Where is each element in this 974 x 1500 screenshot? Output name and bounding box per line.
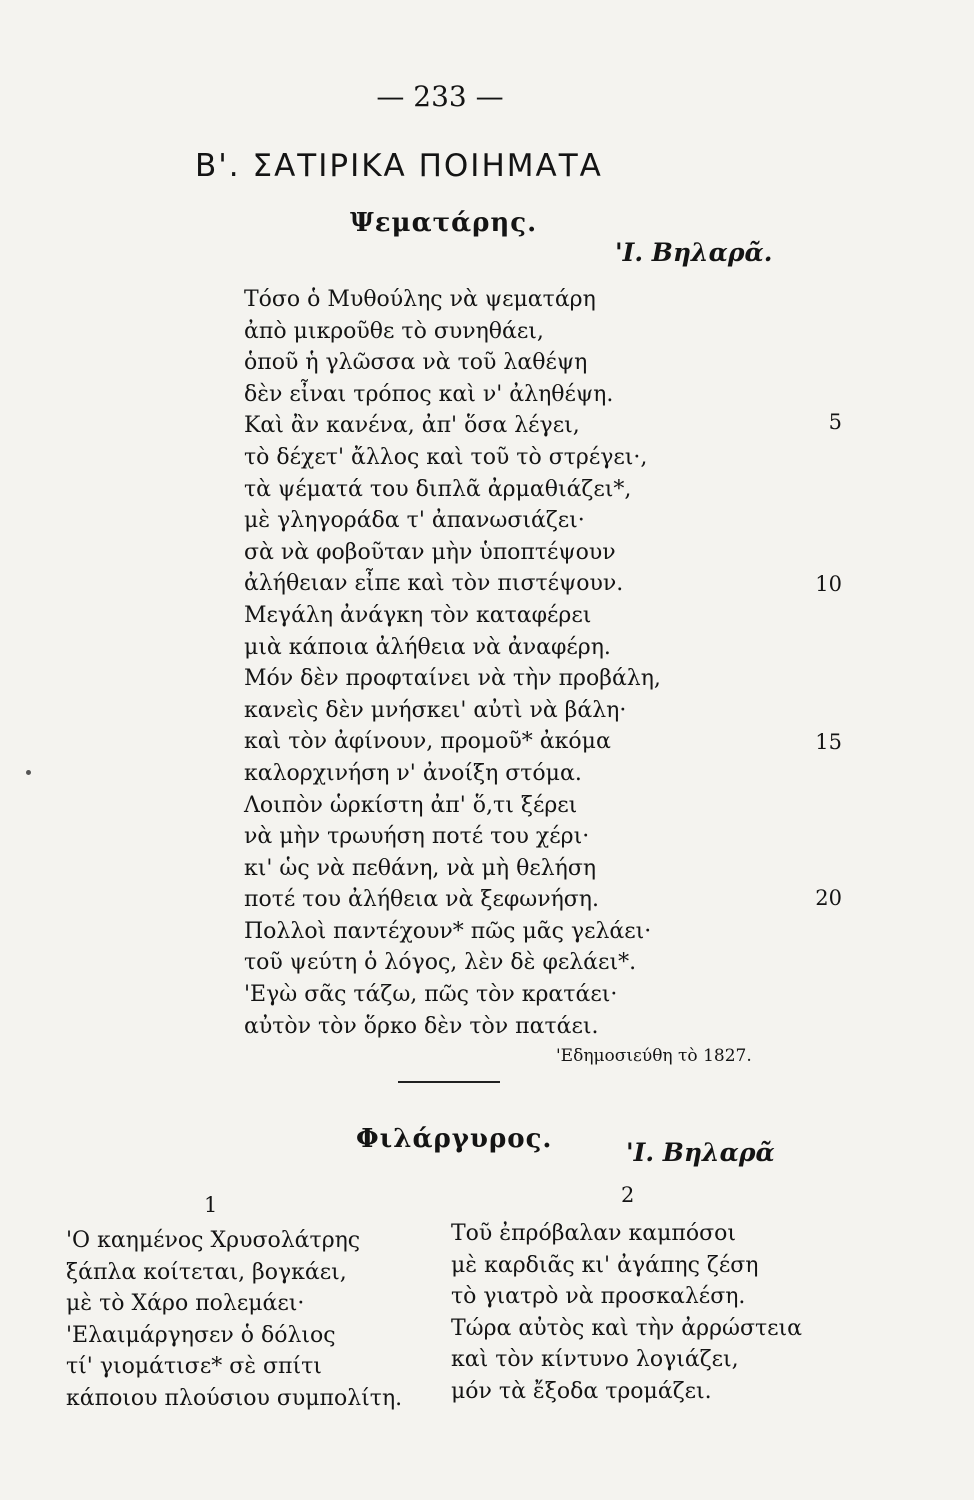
stanza bbox=[451, 1218, 802, 1408]
line-number: 10 bbox=[815, 572, 842, 596]
poem-line: μὲ γληγοράδα τ' ἀπανωσιάζει· bbox=[244, 508, 585, 534]
page-number: — 233 — bbox=[376, 80, 504, 113]
poem-line: 'Εγὼ σᾶς τάζω, πῶς τὸν κρατάει· bbox=[244, 982, 618, 1008]
poem-line: σὰ νὰ φοβοῦταν μὴν ὑποπτέψουν bbox=[244, 539, 616, 565]
poem-line: μὲ καρδιᾶς κι' ἀγάπης ζέση bbox=[451, 1252, 759, 1278]
stanza-number: 2 bbox=[621, 1183, 635, 1207]
poem-line: Καὶ ἂν κανένα, ἀπ' ὅσα λέγει, bbox=[244, 413, 580, 439]
poem-line: τὸ γιατρὸ νὰ προσκαλέση. bbox=[451, 1284, 746, 1310]
poem-line: καὶ τὸν ἀφίνουν, προμοῦ* ἀκόμα bbox=[244, 729, 611, 755]
poem-line: Τόσο ὁ Μυθούλης νὰ ψεματάρη bbox=[244, 287, 596, 312]
poem-author: 'Ι. Βηλαρᾶ. bbox=[615, 238, 773, 267]
poem-line: δὲν εἶναι τρόπος καὶ ν' ἀληθέψη. bbox=[244, 381, 614, 407]
poem-line: ποτέ του ἀλήθεια νὰ ξεφωνήση. bbox=[244, 887, 599, 913]
poem-line: αὐτὸν τὸν ὅρκο δὲν τὸν πατάει. bbox=[244, 1013, 599, 1039]
poem-title: Φιλάργυρος. bbox=[356, 1124, 553, 1154]
poem-line: νὰ μὴν τρωυήση ποτέ του χέρι· bbox=[244, 824, 590, 850]
stanza bbox=[66, 1225, 402, 1415]
poem-line: μόν τὰ ἔξοδα τρομάζει. bbox=[451, 1378, 712, 1404]
poem-line: τί' γιομάτισε* σὲ σπίτι bbox=[66, 1354, 322, 1380]
poem-line: Τοῦ ἐπρόβαλαν καμπόσοι bbox=[451, 1221, 736, 1246]
poem-line: μὲ τὸ Χάρο πολεμάει· bbox=[66, 1291, 305, 1317]
poem-title: Ψεματάρης. bbox=[350, 208, 538, 238]
poem-author: 'Ι. Βηλαρᾶ bbox=[626, 1138, 775, 1167]
poem-line: Τώρα αὐτὸς καὶ τὴν ἀρρώστεια bbox=[451, 1315, 803, 1341]
poem-line: ὁποῦ ἡ γλῶσσα νὰ τοῦ λαθέψη bbox=[244, 350, 588, 376]
poem-line: τὰ ψέματά του διπλᾶ ἀρμαθιάζει*, bbox=[244, 476, 632, 502]
poem-line: κανεὶς δὲν μνήσκει' αὐτὶ νὰ βάλη· bbox=[244, 697, 627, 723]
poem-line: Λοιπὸν ὡρκίστη ἀπ' ὅ,τι ξέρει bbox=[244, 792, 578, 818]
paper-speck bbox=[26, 770, 31, 775]
section-heading: Β'. ΣΑΤΙΡΙΚΑ ΠΟΙΗΜΑΤΑ bbox=[195, 148, 603, 184]
poem-line: 'Ελαιμάργησεν ὁ δόλιος bbox=[66, 1322, 336, 1348]
publication-note: 'Εδημοσιεύθη τὸ 1827. bbox=[556, 1046, 752, 1066]
poem-line: Μεγάλη ἀνάγκη τὸν καταφέρει bbox=[244, 602, 592, 628]
poem-line: καὶ τὸν κίντυνο λογιάζει, bbox=[451, 1347, 739, 1373]
poem-body bbox=[244, 284, 842, 1042]
line-number: 5 bbox=[828, 410, 842, 434]
poem-line: τὸ δέχετ' ἄλλος καὶ τοῦ τὸ στρέγει·, bbox=[244, 444, 648, 470]
poem-line: 'Ο καημένος Χρυσολάτρης bbox=[66, 1228, 361, 1253]
poem-line: Πολλοὶ παντέχουν* πῶς μᾶς γελάει· bbox=[244, 918, 652, 944]
poem-line: καλορχινήση ν' ἀνοίξη στόμα. bbox=[244, 760, 582, 786]
poem-line: ἀλήθειαν εἶπε καὶ τὸν πιστέψουν. bbox=[244, 571, 624, 597]
poem-line: ξάπλα κοίτεται, βογκάει, bbox=[66, 1259, 347, 1285]
poem-line: κάποιου πλούσιου συμπολίτη. bbox=[66, 1385, 403, 1411]
poem-line: ἀπὸ μικροῦθε τὸ συνηθάει, bbox=[244, 318, 544, 344]
poem-line: τοῦ ψεύτη ὁ λόγος, λὲν δὲ φελάει*. bbox=[244, 950, 637, 976]
poem-line: μιὰ κάποια ἀλήθεια νὰ ἀναφέρη. bbox=[244, 634, 611, 660]
stanza-number: 1 bbox=[204, 1193, 218, 1217]
divider bbox=[398, 1081, 500, 1083]
line-number: 20 bbox=[815, 886, 842, 910]
poem-line: κι' ὡς νὰ πεθάνη, νὰ μὴ θελήση bbox=[244, 855, 597, 881]
poem-line: Μόν δὲν προφταίνει νὰ τὴν προβάλη, bbox=[244, 666, 661, 692]
line-number: 15 bbox=[815, 730, 842, 754]
